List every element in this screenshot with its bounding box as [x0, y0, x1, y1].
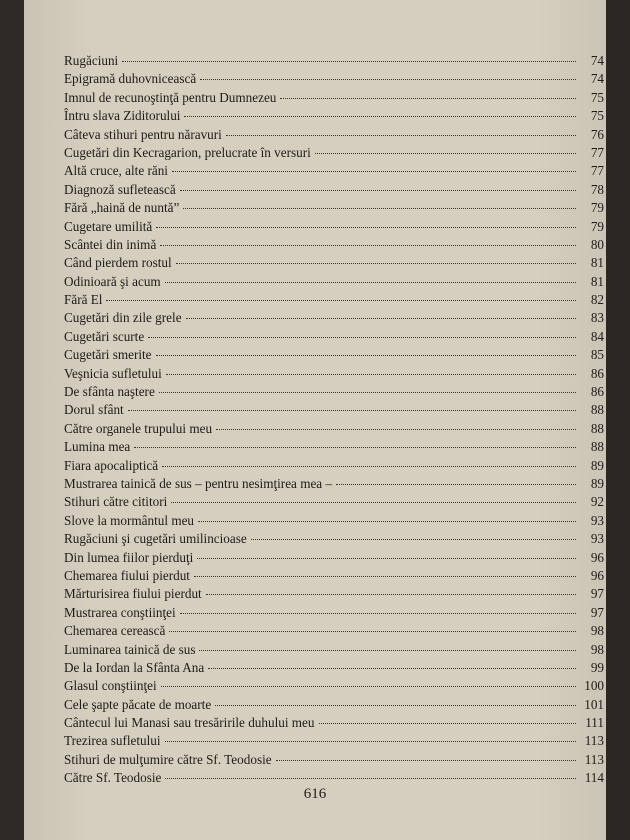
toc-entry: [64, 751, 604, 769]
toc-entry-page: 100: [584, 678, 604, 694]
toc-entry: [64, 769, 604, 787]
dot-leader: [161, 686, 576, 687]
toc-entry-page: 83: [590, 310, 604, 326]
toc-entry-title: Trezirea sufletului: [64, 733, 161, 749]
book-page: [24, 0, 606, 840]
toc-entry-title: Chemarea fiului pierdut: [64, 567, 190, 583]
toc-entry-title: Cele şapte păcate de moarte: [64, 696, 212, 712]
dot-leader: [194, 576, 576, 577]
toc-entry: [64, 530, 604, 548]
toc-entry-page: 75: [590, 89, 604, 105]
toc-entry-title: Chemarea cerească: [64, 623, 166, 639]
toc-entry-title: Odinioară şi acum: [64, 273, 161, 289]
toc-entry-title: Stihuri către cititori: [64, 494, 168, 510]
toc-entry-page: 77: [590, 144, 604, 160]
dot-leader: [134, 447, 576, 448]
toc-entry-title: Cugetări din zile grele: [64, 310, 182, 326]
dot-leader: [160, 245, 576, 246]
toc-entry-title: Dorul sfânt: [64, 402, 124, 418]
dot-leader: [171, 502, 576, 503]
toc-entry-title: Scântei din inimă: [64, 236, 157, 252]
dot-leader: [216, 429, 576, 430]
toc-entry-title: Rugăciuni şi cugetări umilincioase: [64, 531, 247, 547]
toc-entry: [64, 328, 604, 346]
dot-leader: [336, 484, 576, 485]
dot-leader: [199, 650, 576, 651]
dot-leader: [280, 98, 576, 99]
dot-leader: [159, 392, 576, 393]
dot-leader: [180, 190, 576, 191]
toc-entry: [64, 291, 604, 309]
toc-entry: [64, 567, 604, 585]
toc-entry-title: Veşnicia sufletului: [64, 365, 162, 381]
toc-entry-page: 98: [590, 623, 604, 639]
toc-entry-page: 97: [590, 604, 604, 620]
toc-entry-title: Fiara apocaliptică: [64, 457, 159, 473]
toc-entry: [64, 218, 604, 236]
toc-entry-title: Din lumea fiilor pierduţi: [64, 549, 194, 565]
toc-entry: [64, 126, 604, 144]
toc-entry-page: 111: [585, 715, 604, 731]
toc-entry: [64, 52, 604, 70]
toc-entry: [64, 309, 604, 327]
toc-entry-page: 101: [584, 696, 604, 712]
dot-leader: [183, 208, 576, 209]
dot-leader: [148, 337, 576, 338]
toc-entry: [64, 732, 604, 750]
toc-entry-page: 99: [590, 659, 604, 675]
toc-entry-page: 82: [590, 292, 604, 308]
toc-entry-title: Către organele trupului meu: [64, 420, 213, 436]
toc-entry: [64, 493, 604, 511]
toc-entry-page: 81: [590, 255, 604, 271]
dot-leader: [162, 466, 576, 467]
toc-entry: [64, 659, 604, 677]
toc-entry: [64, 641, 604, 659]
dot-leader: [128, 410, 576, 411]
toc-entry: [64, 677, 604, 695]
dot-leader: [176, 263, 576, 264]
toc-entry-title: Stihuri de mulţumire către Sf. Teodosie: [64, 751, 272, 767]
toc-entry-page: 74: [590, 71, 604, 87]
dot-leader: [165, 778, 576, 779]
toc-entry: [64, 346, 604, 364]
toc-entry: [64, 714, 604, 732]
toc-entry-page: 78: [590, 181, 604, 197]
toc-entry-title: De la Iordan la Sfânta Ana: [64, 659, 205, 675]
dot-leader: [165, 741, 576, 742]
dot-leader: [226, 135, 576, 136]
toc-entry-title: Fără „haină de nuntă”: [64, 200, 180, 216]
toc-entry: [64, 199, 604, 217]
dot-leader: [106, 300, 576, 301]
toc-entry-page: 96: [590, 549, 604, 565]
toc-entry: [64, 585, 604, 603]
dot-leader: [186, 318, 576, 319]
toc-entry-title: Mustrarea conştiinţei: [64, 604, 176, 620]
dot-leader: [184, 116, 576, 117]
dot-leader: [172, 171, 576, 172]
dot-leader: [165, 282, 576, 283]
dot-leader: [200, 79, 576, 80]
toc-entry: [64, 89, 604, 107]
dot-leader: [206, 594, 576, 595]
toc-entry-page: 75: [590, 108, 604, 124]
toc-entry-page: 80: [590, 236, 604, 252]
dot-leader: [198, 521, 576, 522]
toc-entry-title: Imnul de recunoştinţă pentru Dumnezeu: [64, 89, 277, 105]
toc-entry-title: Cântecul lui Manasi sau tresăririle duhului meu: [64, 715, 315, 731]
toc-entry: [64, 401, 604, 419]
toc-entry-page: 86: [590, 365, 604, 381]
toc-entry-page: 89: [590, 475, 604, 491]
toc-entry: [64, 475, 604, 493]
toc-entry: [64, 273, 604, 291]
toc-entry-page: 113: [584, 733, 604, 749]
toc-entry-page: 88: [590, 439, 604, 455]
toc-entry: [64, 383, 604, 401]
toc-entry-page: 98: [590, 641, 604, 657]
toc-entry: [64, 549, 604, 567]
dot-leader: [319, 723, 577, 724]
toc-entry-page: 76: [590, 126, 604, 142]
toc-entry-page: 86: [590, 384, 604, 400]
toc-entry: [64, 457, 604, 475]
toc-entry-title: Altă cruce, alte răni: [64, 163, 168, 179]
toc-entry-title: Când pierdem rostul: [64, 255, 172, 271]
dot-leader: [166, 374, 576, 375]
toc-entry-page: 85: [590, 347, 604, 363]
page-number: 616: [303, 786, 327, 802]
dot-leader: [215, 705, 576, 706]
dot-leader: [197, 558, 576, 559]
page-shadow: [606, 0, 630, 840]
toc-entry-title: Glasul conştiinţei: [64, 678, 157, 694]
toc-entry: [64, 365, 604, 383]
toc-entry-title: Întru slava Ziditorului: [64, 108, 181, 124]
toc-entry: [64, 438, 604, 456]
toc-entry-page: 79: [590, 218, 604, 234]
toc-entry: [64, 512, 604, 530]
toc-entry-title: Cugetări smerite: [64, 347, 152, 363]
toc-entry: [64, 254, 604, 272]
toc-entry-title: Cugetări scurte: [64, 328, 145, 344]
toc-entry: [64, 181, 604, 199]
dot-leader: [251, 539, 576, 540]
toc-entry-page: 113: [584, 751, 604, 767]
dot-leader: [315, 153, 576, 154]
toc-entry-title: Luminarea tainică de sus: [64, 641, 196, 657]
toc-entry-page: 88: [590, 402, 604, 418]
toc-entry: [64, 604, 604, 622]
dot-leader: [169, 631, 576, 632]
toc-entry-page: 77: [590, 163, 604, 179]
toc-entry: [64, 696, 604, 714]
toc-entry-page: 93: [590, 512, 604, 528]
toc-entry: [64, 622, 604, 640]
toc-entry-title: Slove la mormântul meu: [64, 512, 195, 528]
toc-entry: [64, 420, 604, 438]
toc-entry-page: 114: [584, 770, 604, 786]
toc-entry-page: 84: [590, 328, 604, 344]
toc-entry-title: Cugetări din Kecragarion, prelucrate în versuri: [64, 144, 311, 160]
toc-entry-title: Diagnoză sufletească: [64, 181, 176, 197]
toc-entry-title: Fără El: [64, 292, 103, 308]
toc-entry-title: Cugetare umilită: [64, 218, 153, 234]
dot-leader: [156, 355, 576, 356]
toc-entry-page: 92: [590, 494, 604, 510]
dot-leader: [180, 613, 576, 614]
toc-entry-title: Câteva stihuri pentru năravuri: [64, 126, 222, 142]
toc-entry-page: 81: [590, 273, 604, 289]
toc-entry-page: 89: [590, 457, 604, 473]
toc-entry-title: De sfânta naştere: [64, 384, 155, 400]
dot-leader: [156, 227, 576, 228]
toc-entry-page: 88: [590, 420, 604, 436]
toc-entry-page: 93: [590, 531, 604, 547]
dot-leader: [208, 668, 576, 669]
toc-entry-page: 79: [590, 200, 604, 216]
dot-leader: [276, 760, 576, 761]
toc-entry-page: 96: [590, 567, 604, 583]
toc-entry: [64, 236, 604, 254]
toc-entry-page: 97: [590, 586, 604, 602]
toc-entry: [64, 144, 604, 162]
toc-entry-title: Mărturisirea fiului pierdut: [64, 586, 202, 602]
dot-leader: [122, 61, 576, 62]
toc-entry: [64, 70, 604, 88]
toc-entry: [64, 162, 604, 180]
toc-entry-title: Epigramă duhovnicească: [64, 71, 197, 87]
table-of-contents: [64, 52, 604, 788]
toc-entry-title: Lumina mea: [64, 439, 131, 455]
toc-entry-title: Rugăciuni: [64, 53, 119, 68]
toc-entry-page: 74: [590, 53, 604, 68]
toc-entry-title: Mustrarea tainică de sus – pentru nesimţirea mea –: [64, 475, 333, 491]
toc-entry-title: Către Sf. Teodosie: [64, 770, 162, 786]
toc-entry: [64, 107, 604, 125]
